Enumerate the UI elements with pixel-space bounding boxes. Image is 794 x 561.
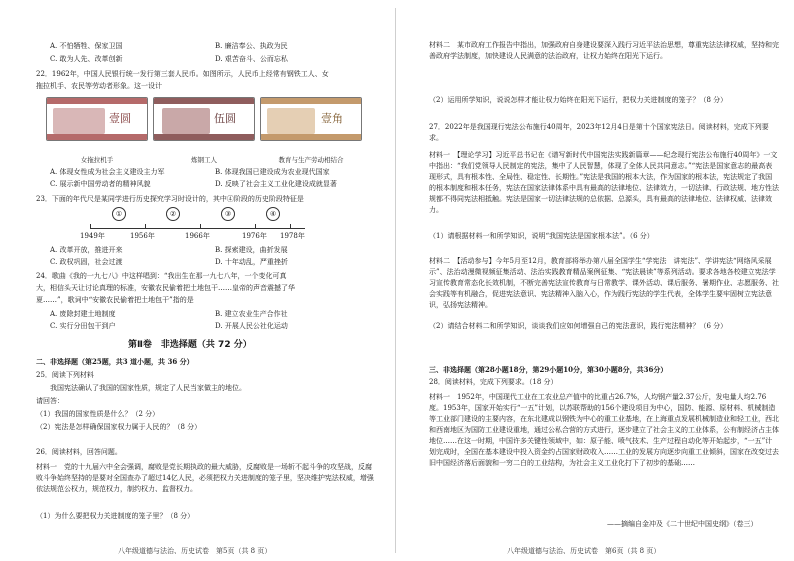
timeline-year-1966: 1966年	[185, 232, 210, 240]
q25-line1: 25．阅读下列材料	[36, 371, 94, 379]
timeline-year-1956: 1956年	[130, 232, 155, 240]
q25-line4: （1）我国的国家性质是什么？（2 分）	[36, 410, 160, 418]
q24-option-c: C. 实行分田包干到户	[50, 322, 116, 330]
q25-line5: （2）宪法是怎样确保国家权力属于人民的？（8 分）	[36, 423, 202, 431]
q28-source: ——摘编自金冲及《二十世纪中国史纲》（卷三）	[607, 520, 758, 528]
q24-option-d: D. 开展人民公社化运动	[215, 322, 288, 330]
q24-option-b: B. 建立农业生产合作社	[215, 310, 288, 318]
q27-stem: 27．2022年是我国现行宪法公布施行40周年，2023年12月4日是第十个国家宪法日。阅读材料，完成下列要求。	[429, 123, 769, 142]
q27-part1: （1）请根据材料一和所学知识，说明“我国宪法是国家根本法”。（6 分）	[429, 232, 654, 240]
q26-title: 26．阅读材料，回答问题。	[36, 448, 122, 456]
q24-option-a: A. 废除封建土地制度	[50, 310, 116, 318]
timeline-marker-4: ④	[266, 207, 280, 221]
q21-option-c: C. 敢为人先、改革创新	[50, 55, 123, 63]
q23-option-a: A. 改革开放，推进开来	[50, 246, 123, 254]
banknote-2-caption: 炼钢工人	[191, 156, 217, 164]
part2-title: 第Ⅱ卷 非选择题（共 72 分）	[128, 340, 252, 350]
banknote-2-denomination: 伍圆	[214, 112, 236, 125]
section2-title: 二、非选择题（第25题，共3 道小题，共 36 分）	[36, 357, 194, 366]
q23-stem: 23．下面的年代尺是某同学进行历史探究学习时设计的，其中④阶段的历史阶段特征是	[36, 195, 304, 203]
q26-part1: （1）为什么要把权力关进制度的笼子里？（8 分）	[36, 512, 195, 520]
q24-stem-line1: 24．歌曲《我的一九七八》中这样唱到：“我出生在那一九七八年，一个变化可真	[36, 272, 287, 280]
q27-material1: 材料一 【理论学习】习近平总书记在《谱写新时代中国宪法实践新篇章——纪念现行宪法公布施行40周年》一文中指出：“我们党领导人民制定的宪法，集中了人民智慧，体现了全体人民共同意志。”“宪法是国家意志的最高表现形式，具有根本性、全局性、稳定性、长期性。”宪法是我国的根本大法，作为国家的根本法，宪法规定了我国的根本制度和根本任务，宪法在国家法律体系中具有最高的法律地位、法律效力，一切法律、行政法规、地方性法规都不得同宪法相抵触。宪法是国家一切法律法规的总依据、总源头，具有最高的法律地位、法律权威、法律效力。	[429, 151, 779, 214]
q26-part2: （2）运用所学知识，说说怎样才能让权力始终在阳光下运行，把权力关进制度的笼子？（8 分）	[429, 96, 728, 104]
q27-material2: 材料二 【活动参与】今年5月至12月，教育部将举办第八届全国学生“学宪法 讲宪法”、学讲宪法“网络风采展示”、法治动漫微视频征集活动、法治实践教育精品案例征集、“宪法晨读”等系列活动。要求各地各校建立宪法学习宣传教育常态化长效机制，不断完善宪法宣传教育与日常教学、课外活动、课后服务、暑期作业、志愿服务、社会实践等有机融合，促进宪法意识、宪法精神入脑入心，作为践行宪法的学生代表，全体学生要牢固树立宪法意识，弘扬宪法精神。	[429, 257, 779, 309]
q27-part2: （2）请结合材料二和所学知识，谈谈我们应如何增强自己的宪法意识，践行宪法精神？（6 分）	[429, 322, 728, 330]
q21-option-d: D. 艰苦奋斗、公而忘私	[215, 55, 288, 63]
banknote-3-denomination: 壹角	[321, 112, 343, 125]
timeline-year-1949: 1949年	[80, 232, 105, 240]
q24-stem-line3: 夏……”，歌词中“安徽农民偷着把土地包干”指的是	[36, 296, 194, 304]
timeline-year-1976: 1976年	[242, 232, 267, 240]
timeline-marker-3: ③	[221, 207, 235, 221]
timeline-marker-2: ②	[166, 207, 180, 221]
q23-option-b: B. 探索建设，曲折发展	[215, 246, 288, 254]
q28-title: 28．阅读材料，完成下列要求。（18 分）	[429, 378, 558, 386]
banknote-3-caption: 教育与生产劳动相结合	[278, 156, 344, 164]
q23-option-c: C. 政权巩固，社会过渡	[50, 258, 123, 266]
q24-stem-line2: 大，相信头天让讨论真理的标准，安徽农民偷着把土地包干……皇帝的声音震撼了华	[36, 284, 295, 292]
q28-material1: 材料一 1952年，中国现代工业在工农业总产值中的比重占26.7%，人均钢产量2.37公斤，发电量人均2.76度。1953年，国家开始实行“一五”计划，以苏联帮助的156个建设项目为中心，国防、能源、原材料、机械制造等工业部门建设的主要内容，在东北建成以钢铁为中心的重工业基地，在上海重点发展机械制造业和轻工业，西北和西南地区为国防工业建设重地，通过公私合营的方式进行，逐步建立了社会主义的工业体系，公有制经济占主体地位……在这一时期，中国许多关键性领域中，如：原子能、喷气技术、生产过程自动化等开始起步，“一五”计划完成时，全国在基本建设中投入资金约占国家财政收入……工业的发展方向逐步向重工业倾斜，国家在改变过去旧中国经济落后面貌和一穷二白的工业结构，为社会主义工业化打下了初步的基础……	[429, 393, 779, 467]
q22-option-b: B. 体现我国已建设成为农业现代国家	[215, 168, 330, 176]
banknote-1-denomination: 壹圆	[109, 112, 131, 125]
q25-line3: 请回答：	[36, 397, 64, 405]
banknote-image-2	[153, 97, 255, 141]
right-page	[397, 0, 794, 561]
banknote-image-1	[46, 97, 148, 141]
left-page-footer: 八年级道德与法治、历史试卷 第5页（共 8 页）	[118, 547, 272, 555]
page-divider	[395, 8, 396, 553]
q22-option-a: A. 体现女性成为社会主义建设主力军	[50, 168, 165, 176]
q26-material1: 材料一 党的十九届六中全会强调，腐败是党长期执政的最大威胁，反腐败是一场斩不起斗争的攻坚战，反腐败斗争始终坚持的是要对全国查办了超过14亿人民，必须把权力关进制度的笼子里，坚决维护宪法权威，增强依法规范公权力，规范权力，制约权力、监督权力。	[36, 463, 374, 493]
q22-option-d: D. 反映了社会主义工业化建设成就显著	[215, 180, 337, 188]
banknote-1-caption: 女拖拉机手	[80, 156, 114, 164]
right-page-footer: 八年级道德与法治、历史试卷 第6页（共 8 页）	[507, 547, 661, 555]
timeline-year-1978: 1978年	[280, 232, 305, 240]
banknote-image-3	[260, 97, 362, 141]
q26-material2: 材料二 某市政府工作报告中指出，加强政府自身建设要深入践行习近平法治思想，尊重宪法法律权威，坚持和完善政府学法制度，加快建设人民满意的法治政府，让权力始终在阳光下运行。	[429, 41, 779, 60]
timeline-marker-1: ①	[112, 207, 126, 221]
q25-line2: 我国宪法确认了我国的国家性质，规定了人民当家做主的地位。	[36, 384, 246, 392]
q22-option-c: C. 展示新中国劳动者的精神风貌	[50, 180, 151, 188]
q22-stem-line2: 拖拉机手、农民等劳动者形象。这一设计	[36, 82, 162, 90]
q23-option-d: D. 十年动乱，严重挫折	[215, 258, 288, 266]
section3-title: 三、非选择题（第28小题18分，第29小题10分，第30小题8分，共36分）	[429, 365, 668, 374]
q21-option-b: B. 廉洁奉公、执政为民	[215, 42, 288, 50]
q21-option-a: A. 不怕牺牲、保家卫国	[50, 42, 123, 50]
q22-stem-line1: 22．1962年，中国人民银行统一发行第三套人民币。如图所示，人民币上经常有钢铁工人、女	[36, 70, 329, 78]
